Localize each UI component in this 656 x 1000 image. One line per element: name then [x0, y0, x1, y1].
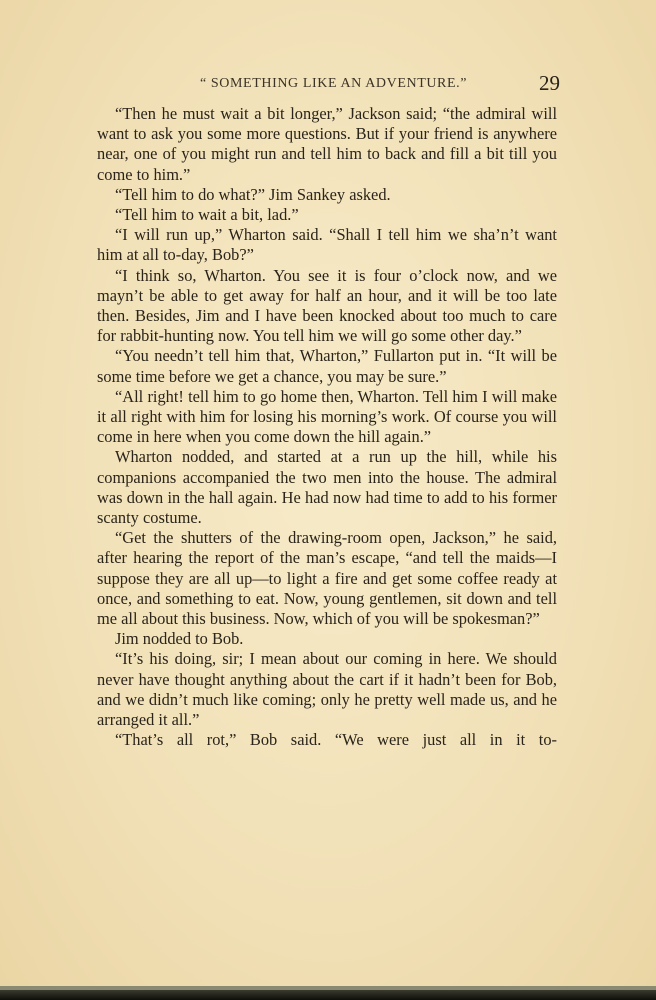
paragraph: “I will run up,” Wharton said. “Shall I tell him we sha’n’t want him at all to-day, Bob?” — [97, 225, 557, 265]
paragraph: “Tell him to wait a bit, lad.” — [115, 205, 299, 225]
scan-edge — [0, 990, 656, 1000]
paragraph: “I think so, Wharton. You see it is four o’clock now, and we mayn’t be able to get away for half an hour, and it will be too late then. Besides, Jim and I have been knocked about too much to care for rabbit-hunting now. You tell him we will go some other day.” — [97, 265, 557, 346]
paragraph: Wharton nodded, and started at a run up the hill, while his companions accompanied the two men into the house. The admiral was down in the hall again. He had now had time to add to his former scanty costume. — [97, 447, 557, 528]
paragraph: “All right! tell him to go home then, Wharton. Tell him I will make it all right with him for losing his morning’s work. Of course you will come in here when you come down the hill again.” — [97, 386, 557, 447]
paragraph: “Get the shutters of the drawing-room open, Jackson,” he said, after hearing the report of the man’s escape, “and tell the maids—I suppose they are all up—to light a fire and get some coffee ready at once, and something to eat. Now, young gentlemen, sit down and tell me all about this business. Now, which of you will be spokesman?” — [97, 528, 557, 629]
paragraph: “That’s all rot,” Bob said. “We were just all in it to- — [115, 730, 557, 750]
page-number: 29 — [539, 71, 560, 95]
paragraph: “Then he must wait a bit longer,” Jackson said; “the admiral will want to ask you some more questions. But if your friend is anywhere near, one of you might run and tell him to back and fill a bit till you come to him.” — [97, 104, 557, 184]
body-text — [97, 104, 557, 751]
paragraph: Jim nodded to Bob. — [115, 629, 244, 649]
paragraph: “It’s his doing, sir; I mean about our coming in here. We should never have thought anything about the cart if it hadn’t been for Bob, and we didn’t much like coming; only he pretty well made us, and he arranged it all.” — [97, 649, 557, 730]
page-header — [96, 72, 560, 96]
running-head: “ SOMETHING LIKE AN ADVENTURE.” — [200, 76, 468, 91]
paragraph: “You needn’t tell him that, Wharton,” Fullarton put in. “It will be some time before we get a chance, you may be sure.” — [97, 346, 557, 386]
paragraph: “Tell him to do what?” Jim Sankey asked. — [115, 184, 391, 204]
